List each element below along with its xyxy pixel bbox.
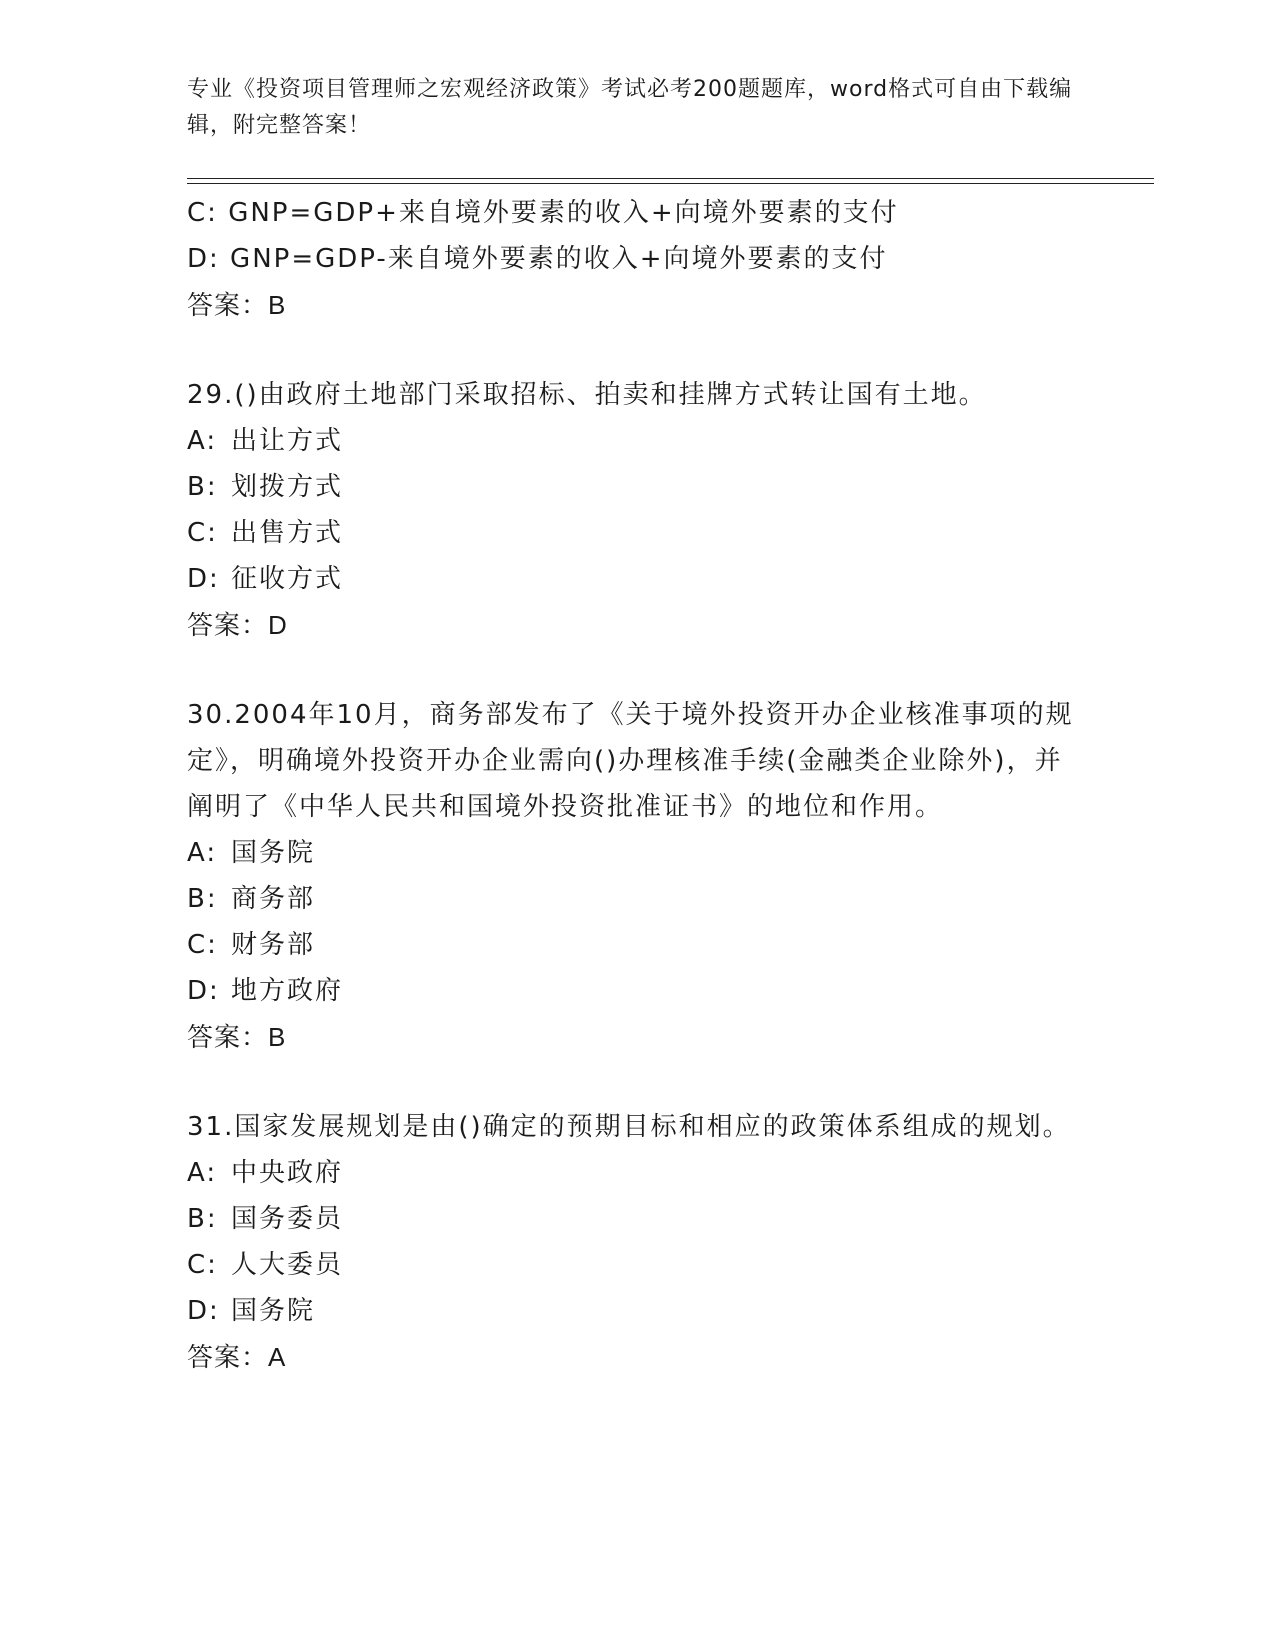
option-key: D: (187, 244, 220, 274)
option-key: D: (187, 976, 220, 1006)
question-stem: 29.()由政府土地部门采取招标、拍卖和挂牌方式转让国有土地。 (187, 380, 987, 410)
option-key: A: (187, 426, 218, 456)
option-text: GNP=GDP-来自境外要素的收入+向境外要素的支付 (230, 244, 888, 274)
question-stem: 30.2004年10月，商务部发布了《关于境外投资开办企业核准事项的规定》，明确境外投资开办企业需向()办理核准手续(金融类企业除外)，并阐明了《中华人民共和国境外投资批准证书》的地位和作用。 (187, 700, 1074, 822)
answer-line: 答案：D (187, 610, 288, 640)
option-d (187, 556, 1087, 602)
header-rule-bottom (187, 183, 1154, 184)
question-item (187, 372, 1087, 648)
option-text: 划拨方式 (231, 472, 344, 502)
option-key: C: (187, 518, 218, 548)
option-text: 中央政府 (231, 1158, 344, 1188)
option-key: B: (187, 1204, 218, 1234)
option-text: 财务部 (231, 930, 316, 960)
option-d (187, 236, 1087, 282)
option-key: D: (187, 1296, 220, 1326)
option-text: 地方政府 (231, 976, 344, 1006)
option-a (187, 1150, 1087, 1196)
option-text: 国务委员 (231, 1204, 344, 1234)
option-key: A: (187, 1158, 218, 1188)
header-rule-top (187, 178, 1154, 179)
option-text: GNP=GDP+来自境外要素的收入+向境外要素的支付 (228, 198, 899, 228)
option-b (187, 1196, 1087, 1242)
option-text: 国务院 (231, 1296, 316, 1326)
option-b (187, 876, 1087, 922)
answer-line: 答案：A (187, 1342, 287, 1372)
option-d (187, 1288, 1087, 1334)
question-item (187, 692, 1087, 1060)
option-key: C: (187, 930, 218, 960)
option-c (187, 1242, 1087, 1288)
document-header: 专业《投资项目管理师之宏观经济政策》考试必考200题题库，word格式可自由下载编辑，附完整答案！ (187, 77, 1073, 138)
option-a (187, 830, 1087, 876)
option-text: 出售方式 (231, 518, 344, 548)
answer-line: 答案：B (187, 1022, 287, 1052)
option-key: B: (187, 884, 218, 914)
question-continuation (187, 190, 1087, 328)
option-text: 征收方式 (231, 564, 344, 594)
question-item (187, 1104, 1087, 1380)
option-text: 商务部 (231, 884, 316, 914)
option-key: D: (187, 564, 220, 594)
option-c (187, 190, 1087, 236)
option-a (187, 418, 1087, 464)
option-text: 出让方式 (231, 426, 344, 456)
option-text: 人大委员 (231, 1250, 344, 1280)
option-key: C: (187, 1250, 218, 1280)
option-key: B: (187, 472, 218, 502)
question-stem: 31.国家发展规划是由()确定的预期目标和相应的政策体系组成的规划。 (187, 1112, 1071, 1142)
option-key: A: (187, 838, 218, 868)
option-b (187, 464, 1087, 510)
option-d (187, 968, 1087, 1014)
option-c (187, 922, 1087, 968)
answer-line: 答案：B (187, 290, 287, 320)
option-key: C: (187, 198, 218, 228)
option-text: 国务院 (231, 838, 316, 868)
option-c (187, 510, 1087, 556)
question-list (187, 190, 1087, 1380)
